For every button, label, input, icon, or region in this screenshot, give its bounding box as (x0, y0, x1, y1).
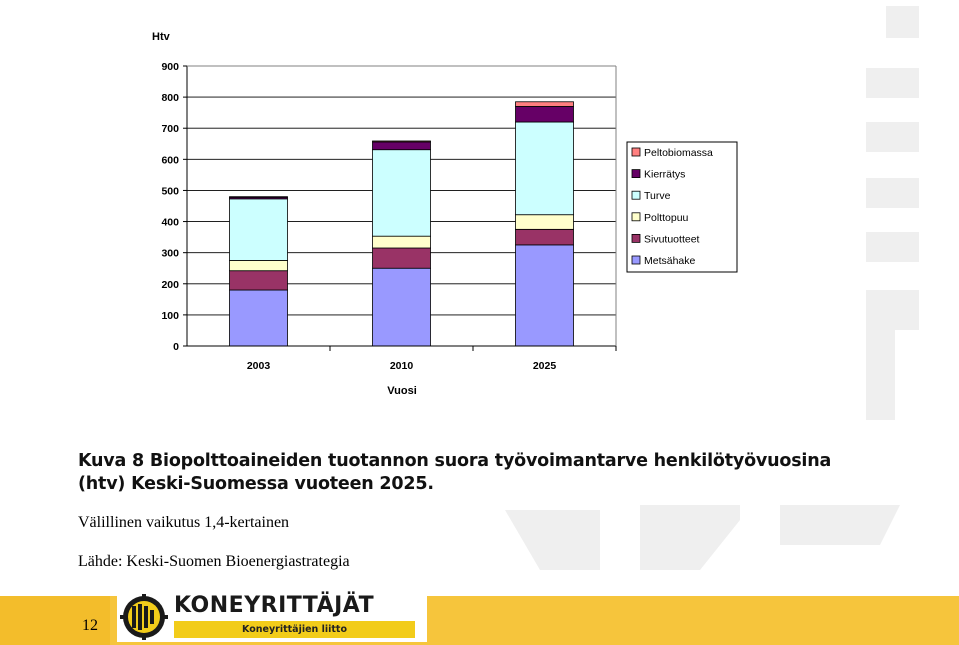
logo-subtitle: Koneyrittäjien liitto (174, 621, 415, 638)
y-tick-label: 200 (161, 278, 179, 291)
bar-segment-polttopuu-2003 (230, 260, 288, 270)
bar-segment-turve-2010 (373, 150, 431, 236)
bar-segment-kierrätys-2025 (516, 106, 574, 122)
y-tick-label: 600 (161, 154, 179, 167)
source-note: Lähde: Keski-Suomen Bioenergiastrategia (78, 553, 350, 570)
logo-name: KONEYRITTÄJÄT (174, 593, 375, 618)
y-tick-label: 300 (161, 247, 179, 260)
bar-segment-kierrätys-2010 (373, 142, 431, 150)
y-tick-label: 400 (161, 216, 179, 229)
bar-segment-peltobiomassa-2025 (516, 102, 574, 107)
indirect-effect-note: Välillinen vaikutus 1,4-kertainen (78, 514, 290, 531)
legend-swatch-kierrätys (632, 170, 640, 178)
y-tick-label: 100 (161, 309, 179, 322)
legend-swatch-metsähake (632, 256, 640, 264)
x-tick-label: 2010 (389, 360, 414, 372)
bar-segment-metsähake-2025 (516, 245, 574, 346)
y-tick-label: 900 (161, 61, 179, 73)
legend-swatch-polttopuu (632, 213, 640, 221)
bar-segment-turve-2003 (230, 199, 288, 261)
y-axis-label: Htv (152, 31, 170, 43)
x-tick-label: 2003 (246, 360, 271, 372)
bar-segment-metsähake-2003 (230, 290, 288, 346)
legend (627, 142, 737, 272)
bar-segment-peltobiomassa-2010 (373, 141, 431, 142)
x-tick-label: 2025 (532, 360, 557, 372)
bar-segment-sivutuotteet-2025 (516, 229, 574, 245)
page-number: 12 (82, 617, 98, 634)
legend-label-peltobiomassa: Peltobiomassa (644, 147, 713, 159)
bar-segment-sivutuotteet-2003 (230, 271, 288, 290)
koneyrittajat-logo-icon (120, 594, 168, 640)
legend-swatch-sivutuotteet (632, 234, 640, 242)
x-axis-label: Vuosi (387, 385, 417, 397)
bar-segment-peltobiomassa-2003 (230, 197, 288, 198)
bar-segment-metsähake-2010 (373, 268, 431, 346)
bar-segment-turve-2025 (516, 122, 574, 215)
y-tick-label: 0 (173, 341, 179, 353)
y-tick-label: 700 (161, 123, 179, 136)
y-tick-label: 500 (161, 185, 179, 198)
legend-label-sivutuotteet: Sivutuotteet (644, 233, 700, 246)
legend-label-kierrätys: Kierrätys (644, 168, 686, 181)
legend-box (627, 142, 737, 272)
legend-swatch-turve (632, 191, 640, 199)
legend-label-metsähake: Metsähake (644, 255, 696, 267)
bar-segment-polttopuu-2025 (516, 215, 574, 230)
legend-label-turve: Turve (644, 190, 671, 203)
figure-caption: Kuva 8 Biopolttoaineiden tuotannon suora työvoimantarve henkilötyövuosina (htv) Keski-Suomessa vuoteen 2025. (78, 451, 832, 494)
y-tick-label: 800 (161, 92, 179, 105)
bar-segment-polttopuu-2010 (373, 236, 431, 248)
bar-segment-sivutuotteet-2010 (373, 248, 431, 268)
legend-label-polttopuu: Polttopuu (644, 211, 689, 224)
legend-swatch-peltobiomassa (632, 148, 640, 156)
bars (230, 102, 574, 346)
